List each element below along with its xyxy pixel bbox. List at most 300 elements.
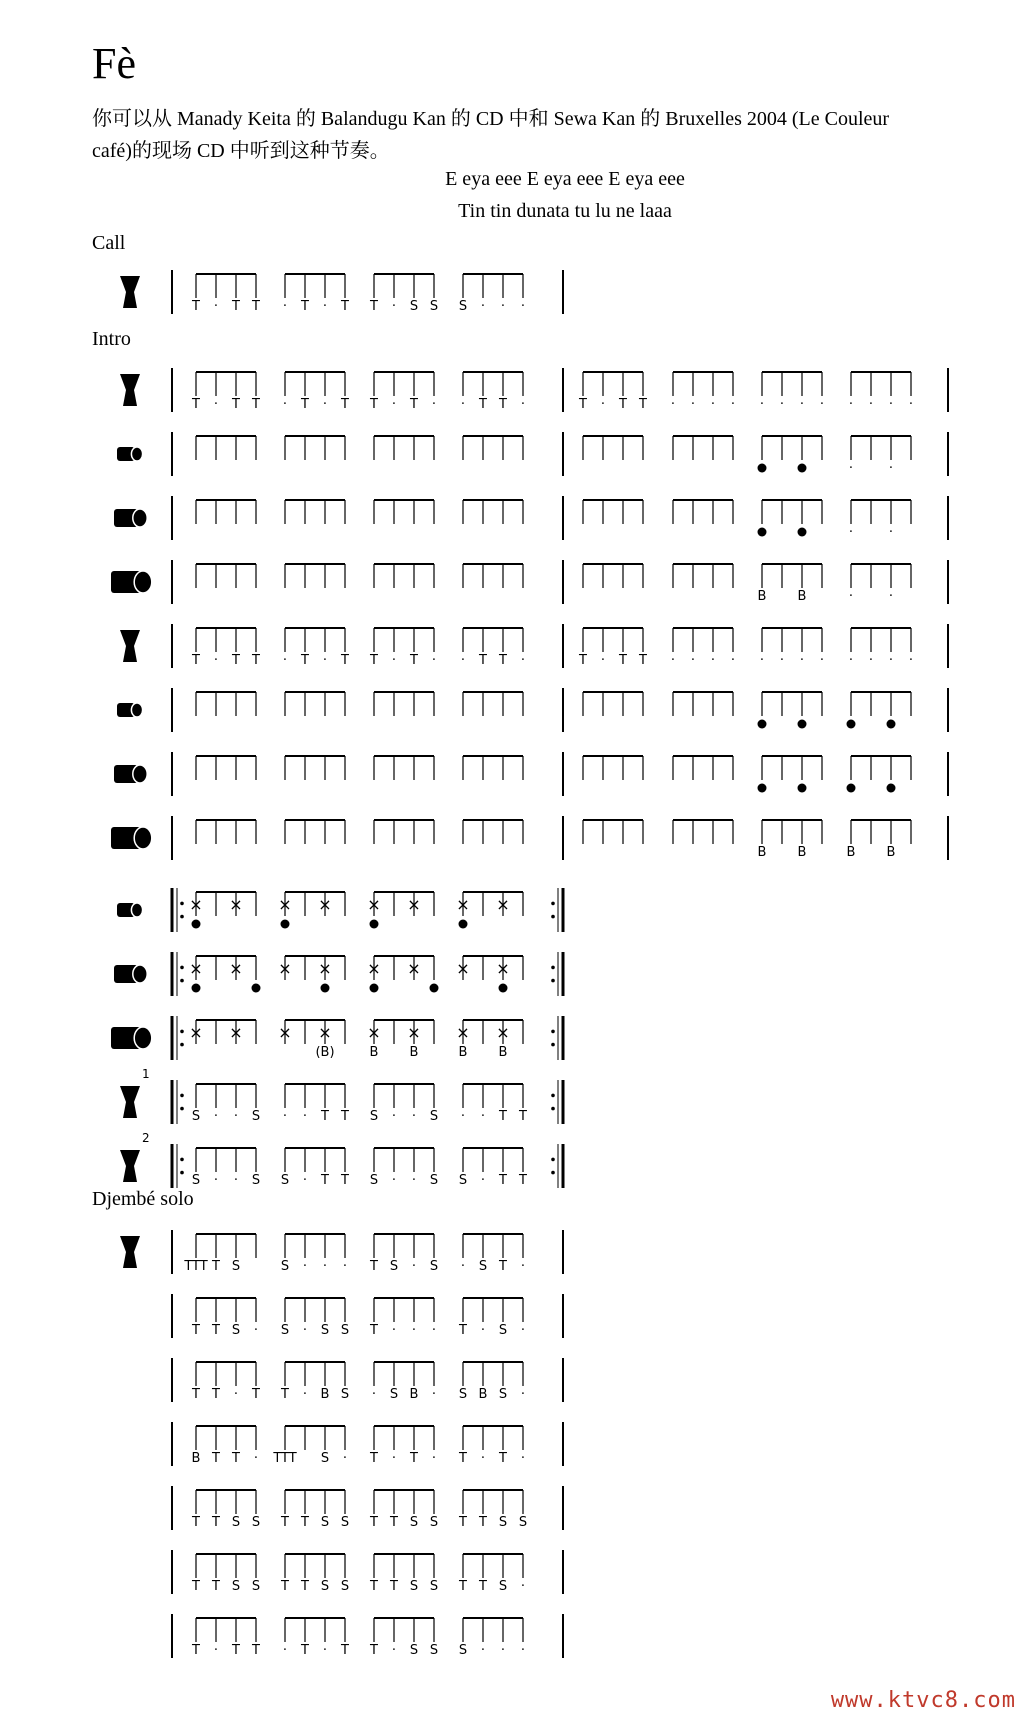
note-symbol: B — [797, 845, 807, 860]
note-symbol: S — [458, 1643, 468, 1658]
beat-group — [196, 500, 256, 524]
note-symbol: · — [391, 397, 397, 412]
note-symbol: · — [391, 1109, 397, 1124]
beat-group — [673, 628, 733, 652]
sangban-icon — [114, 765, 147, 783]
note-symbol: S — [429, 1109, 439, 1124]
note-symbol: T — [370, 653, 378, 668]
note-symbol: S — [409, 1579, 419, 1594]
beat-group — [374, 1618, 434, 1642]
note-symbol: S — [369, 1173, 379, 1188]
note-symbol: S — [191, 1109, 201, 1124]
note-symbol: · — [888, 397, 894, 412]
beat-group — [196, 956, 256, 980]
kenkeni-icon — [117, 903, 143, 917]
note-symbol: · — [888, 461, 894, 476]
beat-group — [583, 756, 643, 780]
note-symbol: T — [301, 1515, 309, 1530]
beat-group — [196, 692, 256, 716]
note-symbol: · — [690, 397, 696, 412]
note-symbol: T — [479, 1515, 487, 1530]
bell-mark: × — [318, 895, 332, 914]
beat-group — [196, 1084, 256, 1108]
note-symbol: T — [321, 1173, 329, 1188]
note-closed — [798, 784, 807, 793]
note-symbol: T — [192, 1515, 200, 1530]
note-symbol: · — [779, 653, 785, 668]
note-symbol: · — [848, 589, 854, 604]
note-symbol: B — [846, 845, 856, 860]
note-symbol: T — [301, 1579, 309, 1594]
lyric-line-2: Tin tin dunata tu lu ne laaa — [458, 200, 672, 222]
note-symbol: S — [320, 1515, 330, 1530]
note-symbol: · — [868, 397, 874, 412]
bell-mark: × — [229, 959, 243, 978]
note-symbol: TTT — [184, 1259, 208, 1274]
variant-number: 2 — [142, 1131, 150, 1145]
beat-group — [583, 820, 643, 844]
note-closed — [192, 984, 201, 993]
beat-group — [463, 628, 523, 652]
note-symbol: · — [480, 1451, 486, 1466]
repeat-dot — [551, 902, 555, 906]
note-symbol: T — [499, 1173, 507, 1188]
note-symbol: S — [231, 1323, 241, 1338]
bell-mark: × — [189, 895, 203, 914]
note-symbol: T — [410, 397, 418, 412]
beat-group — [374, 436, 434, 460]
note-symbol: T — [459, 1515, 467, 1530]
beat-group — [583, 564, 643, 588]
beat-group — [463, 956, 523, 980]
bell-mark: × — [407, 895, 421, 914]
note-symbol: · — [460, 1109, 466, 1124]
note-symbol: S — [320, 1579, 330, 1594]
note-closed — [499, 984, 508, 993]
beat-group — [463, 372, 523, 396]
beat-group — [196, 628, 256, 652]
repeat-dot — [551, 1171, 555, 1175]
beat-group — [374, 564, 434, 588]
djembe-shape — [120, 630, 140, 662]
bell-mark: × — [407, 1023, 421, 1042]
note-symbol: · — [302, 1323, 308, 1338]
kenkeni-icon — [117, 447, 143, 461]
note-symbol: T — [192, 1579, 200, 1594]
note-symbol: T — [212, 1579, 220, 1594]
beat-group — [374, 956, 434, 980]
note-symbol: S — [191, 1173, 201, 1188]
beat-group — [374, 1490, 434, 1514]
note-symbol: S — [320, 1323, 330, 1338]
note-symbol: · — [282, 1643, 288, 1658]
note-symbol: T — [232, 299, 240, 314]
note-symbol: · — [600, 653, 606, 668]
beat-group — [463, 1148, 523, 1172]
djembe-icon — [120, 1086, 140, 1118]
bell-mark: × — [367, 1023, 381, 1042]
note-symbol: · — [888, 525, 894, 540]
sangban-icon — [114, 509, 147, 527]
note-symbol: · — [799, 653, 805, 668]
note-symbol: T — [281, 1579, 289, 1594]
beat-group — [463, 1426, 523, 1450]
drum-head — [134, 571, 152, 593]
beat-group — [374, 1020, 434, 1044]
beat-group — [463, 820, 523, 844]
beat-group — [762, 500, 822, 524]
note-symbol: · — [282, 653, 288, 668]
note-symbol: T — [212, 1259, 220, 1274]
beat-group — [762, 436, 822, 460]
note-symbol: · — [233, 1173, 239, 1188]
note-closed — [370, 984, 379, 993]
repeat-dot — [180, 1094, 184, 1098]
bell-mark: × — [456, 895, 470, 914]
beat-group — [762, 756, 822, 780]
note-symbol: S — [409, 1515, 419, 1530]
beat-group — [463, 692, 523, 716]
bell-mark: × — [456, 959, 470, 978]
note-symbol: S — [458, 1387, 468, 1402]
note-symbol: · — [233, 1387, 239, 1402]
beat-group — [285, 1426, 345, 1450]
note-symbol: · — [213, 1173, 219, 1188]
repeat-dot — [180, 1043, 184, 1047]
note-closed — [798, 528, 807, 537]
note-symbol: T — [341, 299, 349, 314]
repeat-dot — [180, 902, 184, 906]
note-symbol: T — [341, 653, 349, 668]
note-symbol: · — [322, 1259, 328, 1274]
note-symbol: T — [232, 653, 240, 668]
note-symbol: · — [520, 1579, 526, 1594]
beat-group — [374, 1554, 434, 1578]
note-symbol: S — [498, 1579, 508, 1594]
note-symbol: S — [429, 1515, 439, 1530]
beat-group — [851, 436, 911, 460]
note-symbol: T — [301, 397, 309, 412]
note-symbol: · — [282, 299, 288, 314]
note-symbol: T — [639, 397, 647, 412]
note-symbol: S — [458, 299, 468, 314]
beat-group — [851, 564, 911, 588]
note-symbol: · — [431, 397, 437, 412]
note-symbol: B — [886, 845, 896, 860]
note-symbol: T — [252, 397, 260, 412]
repeat-dot — [180, 1171, 184, 1175]
beat-group — [673, 820, 733, 844]
note-symbol: S — [478, 1259, 488, 1274]
note-symbol: · — [848, 397, 854, 412]
note-closed — [887, 720, 896, 729]
note-symbol: · — [520, 397, 526, 412]
repeat-dot — [551, 1043, 555, 1047]
note-symbol: · — [282, 1109, 288, 1124]
note-symbol: · — [888, 589, 894, 604]
repeat-dot — [180, 915, 184, 919]
note-symbol: · — [391, 1643, 397, 1658]
beat-group — [673, 500, 733, 524]
note-closed — [887, 784, 896, 793]
note-symbol: T — [459, 1579, 467, 1594]
note-closed — [281, 920, 290, 929]
beat-group — [463, 1084, 523, 1108]
beat-group — [196, 274, 256, 298]
note-symbol: T — [252, 299, 260, 314]
note-symbol: · — [779, 397, 785, 412]
beat-group — [196, 1148, 256, 1172]
repeat-dot — [551, 1158, 555, 1162]
beat-group — [196, 892, 256, 916]
note-symbol: · — [411, 1323, 417, 1338]
beat-group — [583, 500, 643, 524]
note-symbol: B — [757, 589, 767, 604]
note-symbol: · — [322, 299, 328, 314]
note-symbol: · — [908, 397, 914, 412]
beat-group — [762, 692, 822, 716]
note-symbol: · — [520, 1259, 526, 1274]
note-symbol: S — [251, 1109, 261, 1124]
note-symbol: · — [799, 397, 805, 412]
beat-group — [374, 820, 434, 844]
note-symbol: S — [389, 1387, 399, 1402]
note-symbol: · — [391, 1451, 397, 1466]
page-title: Fè — [92, 39, 136, 88]
beat-group — [673, 436, 733, 460]
note-closed — [252, 984, 261, 993]
beat-group — [851, 692, 911, 716]
note-closed — [758, 784, 767, 793]
note-symbol: · — [253, 1451, 259, 1466]
beat-group — [762, 564, 822, 588]
beat-group — [851, 372, 911, 396]
note-symbol: S — [340, 1387, 350, 1402]
beat-group — [196, 1490, 256, 1514]
note-symbol: T — [410, 653, 418, 668]
beat-group — [374, 1148, 434, 1172]
beat-group — [463, 500, 523, 524]
djembe-shape — [120, 1086, 140, 1118]
note-symbol: · — [848, 525, 854, 540]
note-symbol: · — [322, 1643, 328, 1658]
note-symbol: T — [252, 1387, 260, 1402]
note-symbol: S — [429, 1173, 439, 1188]
note-symbol: · — [213, 653, 219, 668]
beat-group — [463, 1362, 523, 1386]
note-symbol: B — [498, 1045, 508, 1060]
beat-group — [851, 756, 911, 780]
beat-group — [285, 1148, 345, 1172]
note-symbol: · — [460, 397, 466, 412]
note-symbol: T — [579, 397, 587, 412]
note-symbol: T — [252, 1643, 260, 1658]
note-symbol: · — [600, 397, 606, 412]
beat-group — [374, 1234, 434, 1258]
beat-group — [285, 628, 345, 652]
note-symbol: T — [321, 1109, 329, 1124]
note-symbol: T — [499, 653, 507, 668]
note-symbol: T — [192, 1643, 200, 1658]
note-symbol: · — [213, 1643, 219, 1658]
note-symbol: S — [429, 1643, 439, 1658]
kenkeni-icon — [117, 703, 143, 717]
note-symbol: S — [251, 1173, 261, 1188]
repeat-dot — [551, 1094, 555, 1098]
beat-group — [374, 892, 434, 916]
note-symbol: · — [520, 1387, 526, 1402]
note-closed — [192, 920, 201, 929]
note-symbol: B — [757, 845, 767, 860]
note-symbol: T — [232, 1643, 240, 1658]
beat-group — [285, 756, 345, 780]
note-symbol: S — [231, 1259, 241, 1274]
beat-group — [463, 1020, 523, 1044]
note-symbol: T — [252, 653, 260, 668]
note-symbol: S — [340, 1579, 350, 1594]
note-symbol: · — [411, 1259, 417, 1274]
note-symbol: S — [320, 1451, 330, 1466]
note-symbol: · — [411, 1173, 417, 1188]
note-closed — [459, 920, 468, 929]
note-symbol: T — [459, 1323, 467, 1338]
note-symbol: T — [212, 1323, 220, 1338]
note-symbol: · — [500, 1643, 506, 1658]
note-symbol: · — [868, 653, 874, 668]
note-symbol: T — [479, 397, 487, 412]
note-symbol: T — [519, 1109, 527, 1124]
note-symbol: (B) — [315, 1045, 335, 1060]
note-symbol: · — [690, 653, 696, 668]
bell-mark: × — [367, 959, 381, 978]
note-symbol: T — [301, 1643, 309, 1658]
note-symbol: · — [391, 299, 397, 314]
bell-mark: × — [278, 1023, 292, 1042]
bell-mark: × — [496, 959, 510, 978]
beat-group — [285, 1490, 345, 1514]
note-symbol: · — [302, 1387, 308, 1402]
bell-mark: × — [456, 1023, 470, 1042]
variant-number: 1 — [142, 1067, 150, 1081]
note-symbol: · — [908, 653, 914, 668]
note-symbol: S — [251, 1515, 261, 1530]
note-symbol: B — [478, 1387, 488, 1402]
beat-group — [285, 500, 345, 524]
note-symbol: T — [192, 299, 200, 314]
note-symbol: S — [340, 1323, 350, 1338]
note-symbol: T — [341, 1173, 349, 1188]
repeat-dot — [180, 966, 184, 970]
djembe-icon — [120, 374, 140, 406]
note-symbol: T — [281, 1387, 289, 1402]
repeat-dot — [551, 979, 555, 983]
note-symbol: · — [391, 653, 397, 668]
beat-group — [762, 372, 822, 396]
note-symbol: · — [888, 653, 894, 668]
note-symbol: · — [431, 1451, 437, 1466]
note-symbol: S — [498, 1515, 508, 1530]
drum-head — [131, 703, 142, 717]
note-symbol: · — [480, 1173, 486, 1188]
note-symbol: S — [251, 1579, 261, 1594]
note-symbol: · — [233, 1109, 239, 1124]
lyric-line-1: E eya eee E eya eee E eya eee — [445, 168, 685, 190]
beat-group — [374, 372, 434, 396]
repeat-dot — [551, 966, 555, 970]
note-symbol: B — [320, 1387, 330, 1402]
note-symbol: B — [409, 1387, 419, 1402]
note-symbol: T — [579, 653, 587, 668]
note-closed — [430, 984, 439, 993]
note-symbol: · — [411, 1109, 417, 1124]
note-symbol: T — [192, 1387, 200, 1402]
beat-group — [374, 692, 434, 716]
note-symbol: B — [191, 1451, 201, 1466]
note-symbol: · — [322, 653, 328, 668]
beat-group — [285, 1362, 345, 1386]
repeat-dot — [180, 1107, 184, 1111]
note-symbol: S — [231, 1579, 241, 1594]
beat-group — [196, 372, 256, 396]
beat-group — [374, 1298, 434, 1322]
note-symbol: T — [519, 1173, 527, 1188]
note-symbol: T — [370, 299, 378, 314]
note-symbol: T — [499, 1259, 507, 1274]
beat-group — [463, 1618, 523, 1642]
note-symbol: T — [212, 1515, 220, 1530]
note-symbol: T — [281, 1515, 289, 1530]
note-symbol: S — [409, 299, 419, 314]
beat-group — [285, 1618, 345, 1642]
dundun-icon — [111, 827, 152, 849]
note-symbol: S — [409, 1643, 419, 1658]
section-label-solo: Djembé solo — [92, 1188, 194, 1210]
note-symbol: · — [342, 1259, 348, 1274]
bell-mark: × — [189, 959, 203, 978]
beat-group — [463, 1490, 523, 1514]
note-symbol: · — [670, 653, 676, 668]
note-symbol: S — [340, 1515, 350, 1530]
beat-group — [463, 1554, 523, 1578]
note-symbol: T — [212, 1451, 220, 1466]
note-symbol: T — [390, 1515, 398, 1530]
repeat-dot — [551, 915, 555, 919]
drum-head — [134, 1027, 152, 1049]
beat-group — [374, 1426, 434, 1450]
note-symbol: T — [639, 653, 647, 668]
beat-group — [463, 892, 523, 916]
beat-group — [196, 1618, 256, 1642]
note-symbol: · — [730, 653, 736, 668]
note-symbol: · — [282, 397, 288, 412]
note-symbol: T — [479, 653, 487, 668]
beat-group — [285, 564, 345, 588]
note-symbol: S — [429, 299, 439, 314]
note-symbol: · — [520, 299, 526, 314]
note-symbol: T — [341, 397, 349, 412]
beat-group — [463, 564, 523, 588]
note-symbol: S — [280, 1323, 290, 1338]
note-symbol: B — [369, 1045, 379, 1060]
note-symbol: T — [192, 397, 200, 412]
beat-group — [285, 1020, 345, 1044]
bell-mark: × — [496, 895, 510, 914]
note-symbol: T — [370, 1323, 378, 1338]
note-symbol: T — [370, 1643, 378, 1658]
section-label-call: Call — [92, 232, 126, 254]
beat-group — [196, 1362, 256, 1386]
note-symbol: · — [431, 653, 437, 668]
